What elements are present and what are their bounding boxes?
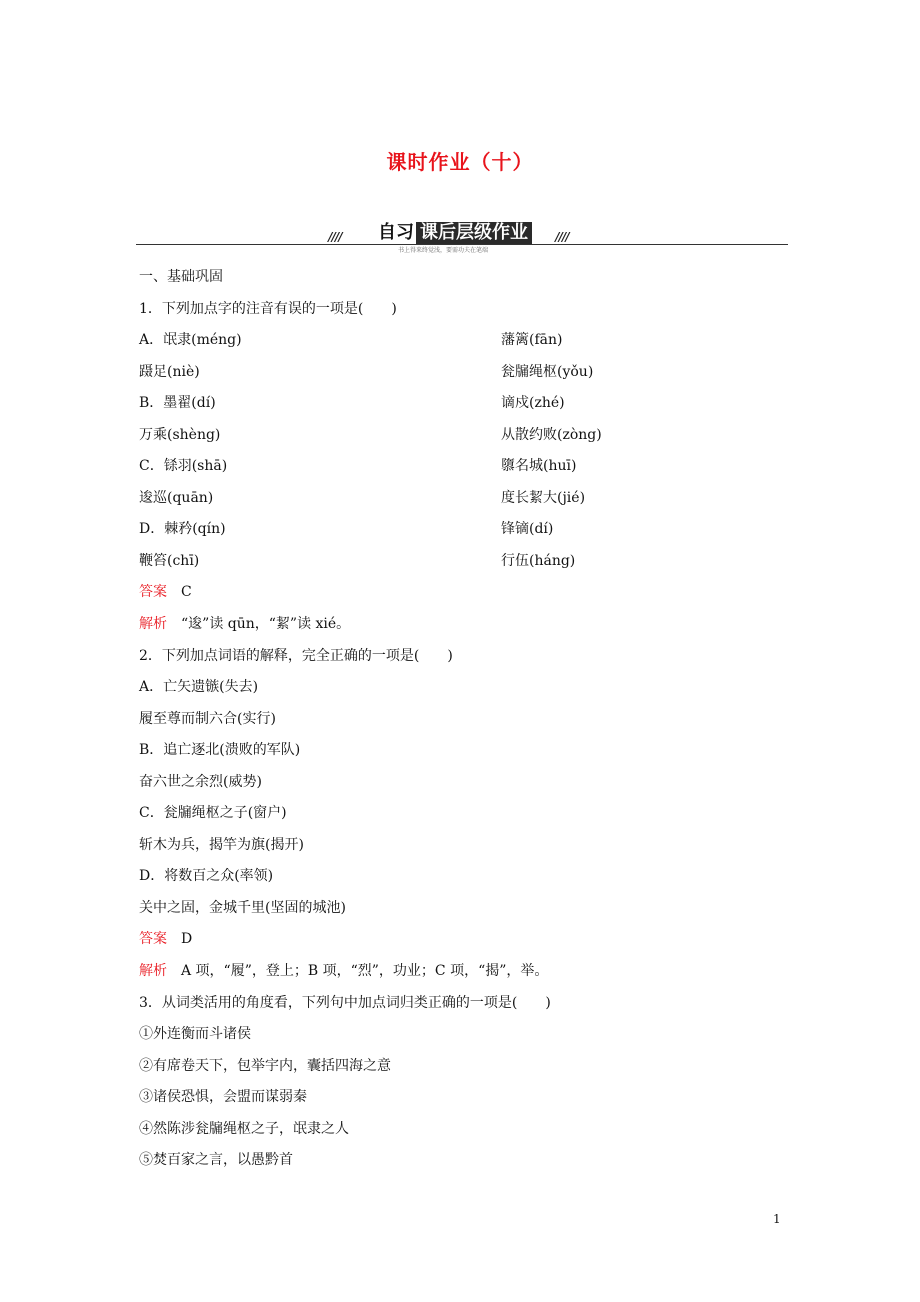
q1-answer	[139, 583, 192, 601]
q1-option-right: 谪戍(zhé)	[501, 395, 565, 411]
q2-line: D．将数百之众(率领)	[139, 868, 274, 884]
analysis-text: “逡”读 qūn，“絜”读 xié。	[181, 616, 351, 632]
q1-option-right: 瓮牖绳枢(yǒu)	[501, 364, 594, 380]
q1-option-left: 鞭笞(chī)	[139, 553, 200, 569]
q1-option-right: 度长絜大(jié)	[501, 490, 586, 506]
page-title: 课时作业（十）	[386, 150, 534, 174]
q2-answer	[139, 930, 192, 948]
q1-option-left: C．铩羽(shā)	[139, 458, 228, 474]
q2-line: B．追亡逐北(溃败的军队)	[139, 742, 301, 758]
answer-value: C	[181, 584, 192, 600]
q3-line: ④然陈涉瓮牖绳枢之子，氓隶之人	[139, 1121, 349, 1137]
analysis-label: 解析	[139, 963, 167, 979]
q1-option-left: 逡巡(quān)	[139, 490, 214, 506]
q1-option-right: 藩篱(fān)	[501, 332, 563, 348]
banner-subtitle: 书上得来终觉浅，要需功夫在笔端	[398, 247, 489, 254]
banner-word-2: 课后层级作业	[416, 222, 532, 244]
q2-line: 斩木为兵，揭竿为旗(揭开)	[139, 837, 304, 853]
analysis-label: 解析	[139, 616, 167, 632]
q1-option-right: 从散约败(zòng)	[501, 427, 602, 443]
analysis-text: A 项，“履”，登上；B 项，“烈”，功业；C 项，“揭”，举。	[181, 963, 549, 979]
q1-option-left: 万乘(shèng)	[139, 427, 221, 443]
banner-right-decoration: ////	[555, 230, 569, 244]
section-heading: 一、基础巩固	[139, 269, 223, 285]
q2-line: 履至尊而制六合(实行)	[139, 711, 276, 727]
q1-stem: 1．下列加点字的注音有误的一项是( )	[139, 301, 397, 317]
q1-option-right: 行伍(háng)	[501, 553, 576, 569]
answer-label: 答案	[139, 931, 167, 947]
q1-option-left: 蹑足(niè)	[139, 364, 200, 380]
q3-line: ③诸侯恐惧，会盟而谋弱秦	[139, 1089, 307, 1105]
q1-option-right: 锋镝(dí)	[501, 521, 554, 537]
q3-stem: 3．从词类活用的角度看，下列句中加点词归类正确的一项是( )	[139, 995, 551, 1011]
banner-label	[376, 222, 532, 244]
q1-analysis	[139, 615, 350, 633]
q3-line: ①外连衡而斗诸侯	[139, 1026, 251, 1042]
q1-option-left: D．棘矜(qín)	[139, 521, 226, 537]
banner-left-decoration: ////	[328, 230, 342, 244]
q2-line: 关中之固，金城千里(坚固的城池)	[139, 900, 346, 916]
q2-line: 奋六世之余烈(威势)	[139, 774, 262, 790]
section-banner	[136, 214, 788, 254]
q3-line: ⑤焚百家之言，以愚黔首	[139, 1152, 293, 1168]
q3-line: ②有席卷天下，包举宇内，囊括四海之意	[139, 1058, 391, 1074]
q2-line: C．瓮牖绳枢之子(窗户)	[139, 805, 287, 821]
page-number: 1	[773, 1212, 781, 1226]
q1-option-left: B．墨翟(dí)	[139, 395, 216, 411]
q2-stem: 2．下列加点词语的解释，完全正确的一项是( )	[139, 648, 453, 664]
q1-option-right: 隳名城(huī)	[501, 458, 577, 474]
q1-option-left: A．氓隶(méng)	[139, 332, 242, 348]
banner-word-1: 自习	[378, 222, 414, 243]
answer-label: 答案	[139, 584, 167, 600]
q2-analysis	[139, 962, 548, 980]
answer-value: D	[181, 931, 193, 947]
q2-line: A．亡矢遗镞(失去)	[139, 679, 259, 695]
